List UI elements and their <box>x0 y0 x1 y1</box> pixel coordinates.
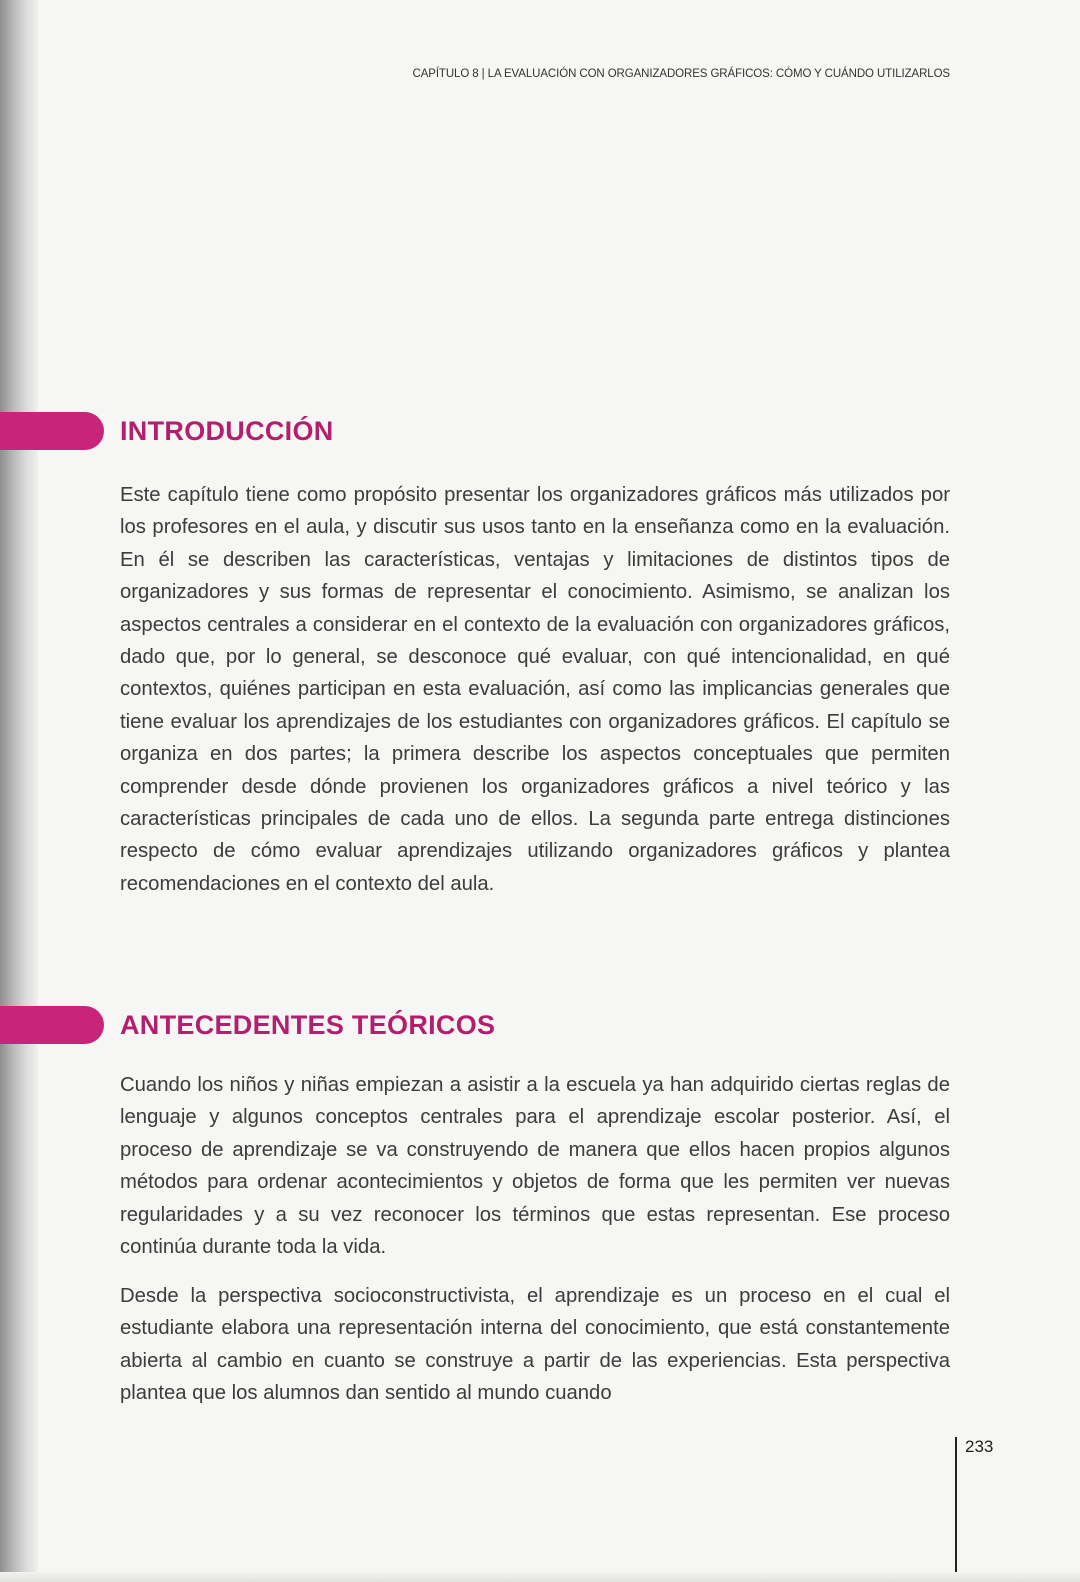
page-number: 233 <box>965 1437 994 1456</box>
paragraph-antecedentes-1: Cuando los niños y niñas empiezan a asistir a la escuela ya han adquirido ciertas reglas de lenguaje y algunos conceptos centrales para el aprendizaje escolar posterior. Así, el proceso de aprendizaje se va construyendo de manera que ellos hacen propios algunos métodos para ordenar acontecimientos y objetos de forma que les permiten ver nuevas regularidades y a su vez reconocer los términos que estas representan. Ese proceso continúa durante toda la vida. <box>120 1074 950 1259</box>
section-heading-introduccion: INTRODUCCIÓN <box>120 416 334 446</box>
running-header: CAPÍTULO 8 | LA EVALUACIÓN CON ORGANIZADORES GRÁFICOS: CÓMO Y CUÁNDO UTILIZARLOS <box>412 68 950 80</box>
paragraph-antecedentes-2: Desde la perspectiva socioconstructivista, el aprendizaje es un proceso en el cual el estudiante elabora una representación interna del conocimiento, que está constantemente abierta al cambio en cuanto se construye a partir de las experiencias. Esta perspectiva plantea que los alumnos dan sentido al mundo cuando <box>120 1285 950 1405</box>
page-number-rule <box>955 1437 957 1582</box>
paragraph-introduccion: Este capítulo tiene como propósito presentar los organizadores gráficos más utilizados por los profesores en el aula, y discutir sus usos tanto en la enseñanza como en la evaluación. En él se describen las características, ventajas y limitaciones de distintos tipos de organizadores y sus formas de representar el conocimiento. Asimismo, se analizan los aspectos centrales a considerar en el contexto de la evaluación con organizadores gráficos, dado que, por lo general, se desconoce qué evaluar, con qué intencionalidad, en qué contextos, quiénes participan en esta evaluación, así como las implicancias generales que tiene evaluar los aprendizajes de los estudiantes con organizadores gráficos. El capítulo se organiza en dos partes; la primera describe los aspectos conceptuales que permiten comprender desde dónde provienen los organizadores gráficos a nivel teórico y las características principales de cada uno de ellos. La segunda parte entrega distinciones respecto de cómo evaluar aprendizajes utilizando organizadores gráficos y plantea recomendaciones en el contexto del aula. <box>120 484 950 895</box>
book-spine-shadow <box>0 0 38 1582</box>
section-marker-introduccion <box>0 412 104 450</box>
section-marker-antecedentes <box>0 1006 104 1044</box>
section-heading-antecedentes: ANTECEDENTES TEÓRICOS <box>120 1010 496 1040</box>
page-bottom-edge <box>0 1572 1080 1582</box>
